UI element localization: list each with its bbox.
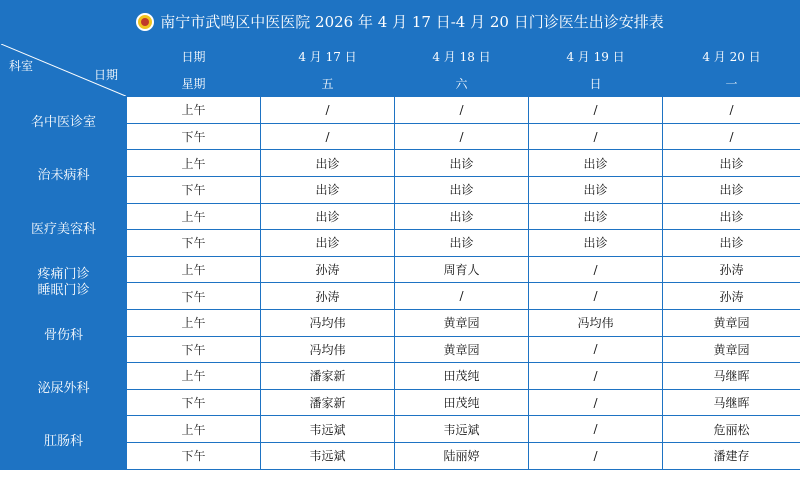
schedule-cell: 孙涛 <box>261 283 395 310</box>
schedule-cell: 孙涛 <box>261 256 395 283</box>
schedule-cell: / <box>529 442 663 469</box>
period-label: 下午 <box>127 283 261 310</box>
schedule-cell: 冯均伟 <box>529 309 663 336</box>
schedule-cell: 潘建存 <box>663 442 800 469</box>
schedule-cell: / <box>663 123 800 150</box>
schedule-cell: / <box>529 416 663 443</box>
schedule-row <box>1 97 800 124</box>
schedule-cell: 韦远斌 <box>395 416 529 443</box>
period-label: 上午 <box>127 309 261 336</box>
schedule-cell: 危丽松 <box>663 416 800 443</box>
period-label: 下午 <box>127 336 261 363</box>
title-bar <box>0 0 800 43</box>
weekday-row-label: 星期 <box>127 70 261 97</box>
schedule-cell: / <box>529 336 663 363</box>
department-name: 名中医诊室 <box>1 97 127 150</box>
schedule-cell: 冯均伟 <box>261 336 395 363</box>
period-label: 上午 <box>127 97 261 124</box>
schedule-cell: 出诊 <box>395 150 529 177</box>
schedule-cell: 出诊 <box>663 150 800 177</box>
date-header: 4 月 20 日 <box>663 44 800 71</box>
period-label: 上午 <box>127 150 261 177</box>
page-title: 南宁市武鸣区中医医院 2026 年 4 月 17 日-4 月 20 日门诊医生出诊安排表 <box>160 13 664 31</box>
schedule-cell: 韦远斌 <box>261 442 395 469</box>
period-label: 上午 <box>127 416 261 443</box>
schedule-cell: / <box>529 283 663 310</box>
schedule-row <box>1 150 800 177</box>
schedule-cell: 冯均伟 <box>261 309 395 336</box>
period-label: 上午 <box>127 363 261 390</box>
schedule-cell: / <box>395 283 529 310</box>
schedule-cell: 周育人 <box>395 256 529 283</box>
period-label: 下午 <box>127 123 261 150</box>
schedule-cell: 出诊 <box>261 230 395 257</box>
schedule-cell: 出诊 <box>663 230 800 257</box>
weekday-header: 日 <box>529 70 663 97</box>
schedule-cell: / <box>529 256 663 283</box>
corner-date-label: 日期 <box>93 68 118 82</box>
schedule-cell: 黄章园 <box>395 336 529 363</box>
schedule-cell: 出诊 <box>529 150 663 177</box>
department-name: 骨伤科 <box>1 309 127 362</box>
schedule-table <box>0 43 800 470</box>
department-name: 治未病科 <box>1 150 127 203</box>
schedule-cell: 黄章园 <box>663 336 800 363</box>
schedule-row <box>1 309 800 336</box>
schedule-cell: / <box>529 363 663 390</box>
schedule-cell: 潘家新 <box>261 363 395 390</box>
date-header: 4 月 19 日 <box>529 44 663 71</box>
schedule-cell: 出诊 <box>529 203 663 230</box>
schedule-cell: 出诊 <box>395 203 529 230</box>
period-label: 下午 <box>127 442 261 469</box>
schedule-cell: 陆丽婷 <box>395 442 529 469</box>
period-label: 上午 <box>127 256 261 283</box>
schedule-cell: 出诊 <box>395 230 529 257</box>
schedule-cell: 出诊 <box>663 176 800 203</box>
schedule-cell: 出诊 <box>529 230 663 257</box>
schedule-cell: 出诊 <box>261 203 395 230</box>
department-name: 医疗美容科 <box>1 203 127 256</box>
schedule-row <box>1 203 800 230</box>
date-header: 4 月 18 日 <box>395 44 529 71</box>
schedule-cell: 韦远斌 <box>261 416 395 443</box>
schedule-cell: 出诊 <box>261 150 395 177</box>
period-label: 下午 <box>127 230 261 257</box>
weekday-header: 五 <box>261 70 395 97</box>
department-name: 疼痛门诊 睡眠门诊 <box>1 256 127 309</box>
weekday-header: 一 <box>663 70 800 97</box>
schedule-row <box>1 416 800 443</box>
schedule-cell: 田茂纯 <box>395 363 529 390</box>
schedule-cell: / <box>529 97 663 124</box>
schedule-cell: 田茂纯 <box>395 389 529 416</box>
schedule-cell: 孙涛 <box>663 283 800 310</box>
corner-dept-label: 科室 <box>9 59 34 74</box>
schedule-cell: / <box>395 123 529 150</box>
weekday-header: 六 <box>395 70 529 97</box>
schedule-cell: 出诊 <box>395 176 529 203</box>
schedule-cell: 马继晖 <box>663 363 800 390</box>
period-label: 上午 <box>127 203 261 230</box>
schedule-cell: / <box>261 97 395 124</box>
period-label: 下午 <box>127 389 261 416</box>
schedule-row <box>1 363 800 390</box>
schedule-cell: 马继晖 <box>663 389 800 416</box>
department-name: 肛肠科 <box>1 416 127 469</box>
hospital-logo-icon <box>136 13 154 31</box>
header-row-dates <box>1 44 800 71</box>
schedule-cell: 出诊 <box>529 176 663 203</box>
schedule-cell: / <box>395 97 529 124</box>
schedule-row <box>1 256 800 283</box>
date-header: 4 月 17 日 <box>261 44 395 71</box>
department-name: 泌尿外科 <box>1 363 127 416</box>
schedule-cell: / <box>261 123 395 150</box>
corner-header <box>1 44 127 97</box>
schedule-cell: / <box>529 123 663 150</box>
schedule-cell: 黄章园 <box>663 309 800 336</box>
schedule-cell: 黄章园 <box>395 309 529 336</box>
schedule-cell: 潘家新 <box>261 389 395 416</box>
schedule-cell: 出诊 <box>663 203 800 230</box>
schedule-cell: / <box>663 97 800 124</box>
schedule-cell: 孙涛 <box>663 256 800 283</box>
date-row-label: 日期 <box>127 44 261 71</box>
period-label: 下午 <box>127 176 261 203</box>
schedule-cell: / <box>529 389 663 416</box>
schedule-cell: 出诊 <box>261 176 395 203</box>
